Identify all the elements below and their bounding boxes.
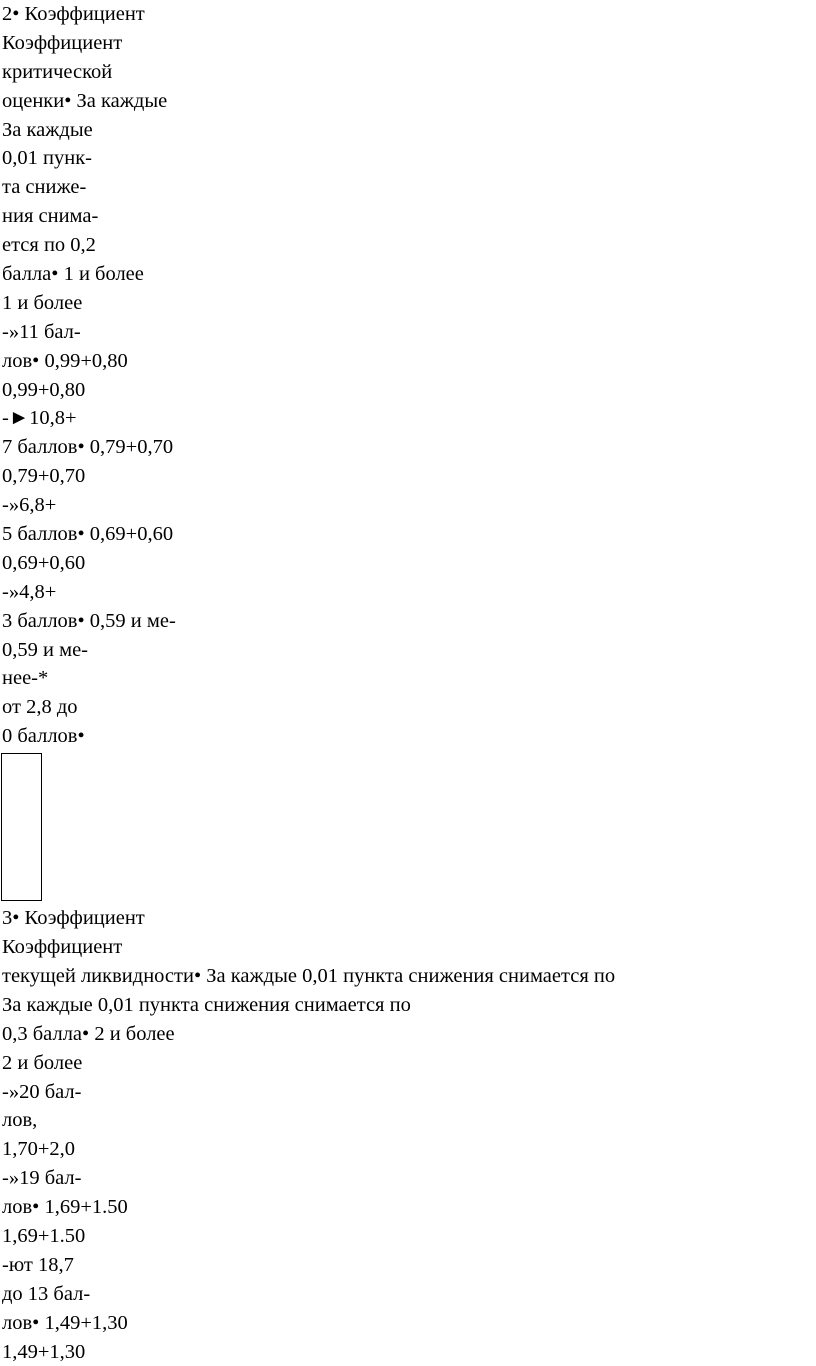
text-line: до 13 бал- <box>2 1282 91 1305</box>
text-line: 1,69+1.50 <box>2 1224 86 1247</box>
text-line: Коэффициент <box>2 31 123 54</box>
text-line: За каждые 0,01 пункта снижения снимается по <box>2 993 411 1016</box>
text-line: от 2,8 до <box>2 696 78 719</box>
text-line: лов, <box>2 1109 38 1132</box>
text-line: 0,59 и ме- <box>2 638 88 661</box>
section-current-liquidity <box>2 904 814 1366</box>
text-line: 0,79+0,70 <box>2 465 86 488</box>
section-critical-ratio <box>2 0 814 751</box>
text-line: 2• Коэффициент <box>2 3 145 25</box>
text-line: балла• 1 и более <box>2 263 144 286</box>
text-line: 2 и более <box>2 1051 83 1074</box>
text-line: -»4,8+ <box>2 580 57 603</box>
text-line: -»6,8+ <box>2 494 57 517</box>
text-line: 1,49+1,30 <box>2 1340 86 1363</box>
text-line: -»11 бал- <box>2 320 81 343</box>
text-line: лов• 1,69+1.50 <box>2 1196 128 1219</box>
text-line: 0,69+0,60 <box>2 551 86 574</box>
text-line: ния снима- <box>2 205 99 228</box>
text-line: нее-* <box>2 667 49 690</box>
text-line: 5 баллов• 0,69+0,60 <box>2 523 174 546</box>
text-line: 0 баллов• <box>2 725 85 748</box>
text-line: -►10,8+ <box>2 407 77 430</box>
text-line: та сниже- <box>2 176 87 199</box>
text-line: -»19 бал- <box>2 1167 82 1190</box>
text-line: 7 баллов• 0,79+0,70 <box>2 436 174 459</box>
text-line: критической <box>2 60 113 83</box>
text-line: 3• Коэффициент <box>2 907 145 930</box>
text-line: лов• 0,99+0,80 <box>2 349 128 372</box>
text-line: Коэффициент <box>2 936 123 959</box>
empty-table-cell <box>1 753 42 901</box>
text-line: 0,99+0,80 <box>2 378 86 401</box>
text-line: 3 баллов• 0,59 и ме- <box>2 609 176 632</box>
text-line: оценки• За каждые <box>2 89 168 112</box>
text-line: 0,3 балла• 2 и более <box>2 1022 175 1045</box>
text-line: 1,70+2,0 <box>2 1138 76 1161</box>
text-line: ется по 0,2 <box>2 234 96 257</box>
text-line: -»20 бал- <box>2 1080 82 1103</box>
text-line: -ют 18,7 <box>2 1253 74 1276</box>
text-line: лов• 1,49+1,30 <box>2 1311 128 1334</box>
text-line: За каждые <box>2 118 93 141</box>
text-line: 0,01 пунк- <box>2 147 92 170</box>
text-line: текущей ликвидности• За каждые 0,01 пункта снижения снимается по <box>2 964 616 987</box>
text-line: 1 и более <box>2 291 83 314</box>
document-body <box>2 0 814 1366</box>
